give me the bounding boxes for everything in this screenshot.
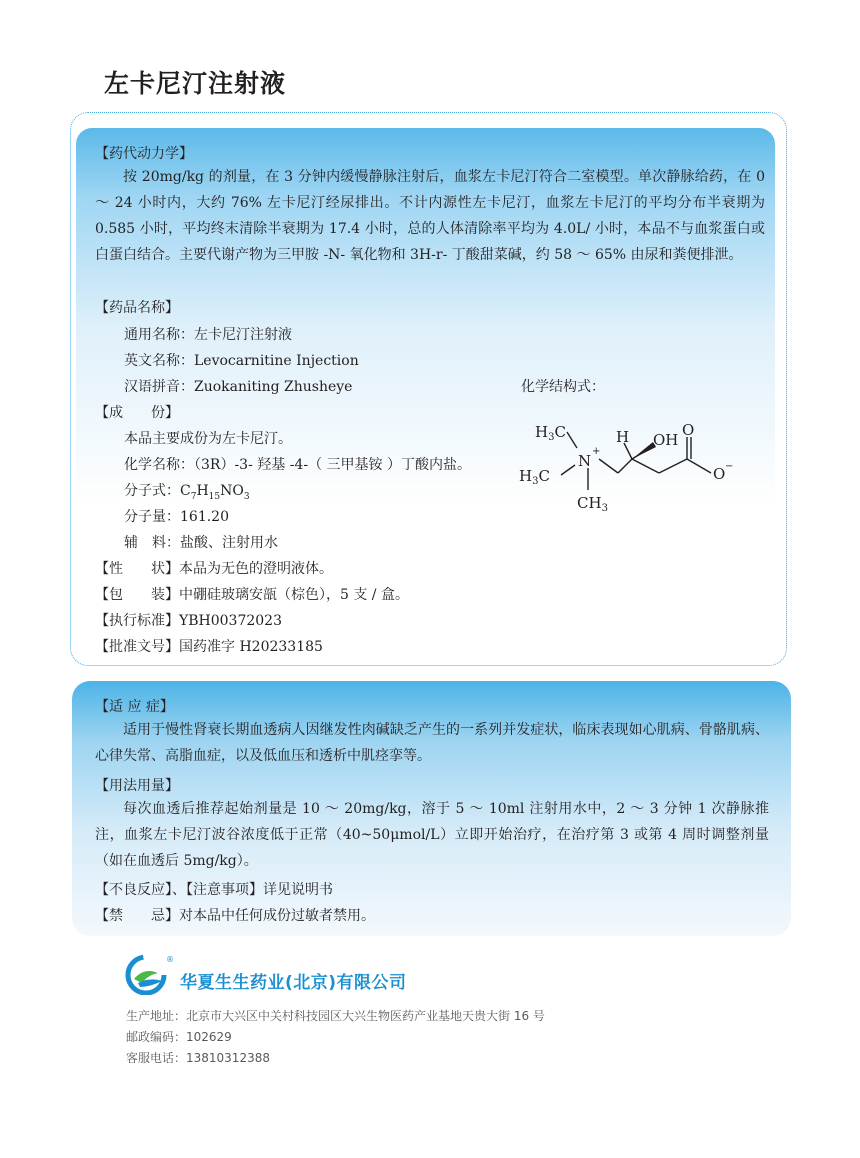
properties-row: 【性 状】本品为无色的澄明液体。 xyxy=(95,561,333,577)
pharmacokinetics-text: 按 20mg/kg 的剂量，在 3 分钟内缓慢静脉注射后，血浆左卡尼汀符合二室模型。单次静脉给药，在 0 ～ 24 小时内，大约 76% 左卡尼汀经尿排出。不计内源性左卡尼汀，血浆左卡尼汀的平均分布半衰期为 0.585 小时，平均终末清除半衰期为 17.4 小时，总的人体清除率平均为 4.0L/ 小时，本品不与血浆蛋白或白蛋白结合。主要代谢产物为三甲胺 -N- 氧化物和 3H-r- 丁酸甜菜碱，约 58 ～ 65% 由尿和粪便排泄。 xyxy=(95,169,765,263)
generic-name: 通用名称：左卡尼汀注射液 xyxy=(124,327,292,343)
company-logo-icon xyxy=(124,953,176,995)
svg-text:O: O xyxy=(682,421,695,439)
page-title: 左卡尼汀注射液 xyxy=(104,69,287,98)
pharmacokinetics-heading: 【药代动力学】 xyxy=(95,146,193,162)
composition-heading: 【成 份】 xyxy=(95,405,179,421)
structure-label: 化学结构式： xyxy=(521,379,605,395)
svg-text:H3C: $H_3C$ xyxy=(519,467,550,487)
excipients: 辅 料：盐酸、注射用水 xyxy=(124,535,278,551)
svg-text:O: O xyxy=(713,465,726,483)
contraindications-row: 【禁 忌】对本品中任何成份过敏者禁用。 xyxy=(95,908,375,924)
svg-text:OH: OH xyxy=(653,431,679,449)
indications-heading: 【适 应 症】 xyxy=(95,699,174,715)
phone: 客服电话：13810312388 xyxy=(126,1051,270,1065)
svg-text:−: − xyxy=(725,461,734,472)
indications-text: 适用于慢性肾衰长期血透病人因继发性肉碱缺乏产生的一系列并发症状，临床表现如心肌病、骨骼肌病、心律失常、高脂血症，以及低血压和透析中肌痉挛等。 xyxy=(95,722,769,764)
svg-text:H: H xyxy=(616,428,630,446)
adverse-row: 【不良反应】、【注意事项】详见说明书 xyxy=(95,882,333,898)
postcode: 邮政编码：102629 xyxy=(126,1030,232,1044)
address: 生产地址：北京市大兴区中关村科技园区大兴生物医药产业基地天贵大街 16 号 xyxy=(126,1009,545,1023)
standard-row: 【执行标准】YBH00372023 xyxy=(95,613,282,629)
svg-text:+: + xyxy=(592,446,601,457)
approval-row: 【批准文号】国药准字 H20233185 xyxy=(95,639,323,655)
chemical-structure xyxy=(515,415,770,520)
svg-text:®: ® xyxy=(166,955,174,964)
main-ingredient: 本品主要成份为左卡尼汀。 xyxy=(124,431,292,447)
english-name: 英文名称：Levocarnitine Injection xyxy=(124,353,359,369)
svg-text:CH3: $CH_3$ xyxy=(577,494,608,514)
svg-text:N: N xyxy=(578,452,592,470)
dosage-heading: 【用法用量】 xyxy=(95,778,179,794)
pinyin-name: 汉语拼音：Zuokaniting Zhusheye xyxy=(124,379,353,395)
company-name: 华夏生生药业(北京)有限公司 xyxy=(180,973,407,993)
drug-name-heading: 【药品名称】 xyxy=(95,300,179,316)
chemical-name: 化学名称：（3R）-3- 羟基 -4-（ 三甲基铵 ）丁酸内盐。 xyxy=(124,457,471,473)
svg-text:H3C: $H_3C$ xyxy=(535,423,566,443)
molecular-weight: 分子量：161.20 xyxy=(124,509,229,525)
dosage-text: 每次血透后推荐起始剂量是 10 ～ 20mg/kg，溶于 5 ～ 10ml 注射用水中，2 ～ 3 分钟 1 次静脉推注，血浆左卡尼汀波谷浓度低于正常（40~50μmol/L）立即开始治疗，在治疗第 3 或第 4 周时调整剂量（如在血透后 5mg/kg）。 xyxy=(95,801,769,869)
package-row: 【包 装】中硼硅玻璃安瓿（棕色），5 支 / 盒。 xyxy=(95,587,409,603)
molecular-formula: 分子式：$C_7H_{15}NO_3$ xyxy=(124,483,250,502)
